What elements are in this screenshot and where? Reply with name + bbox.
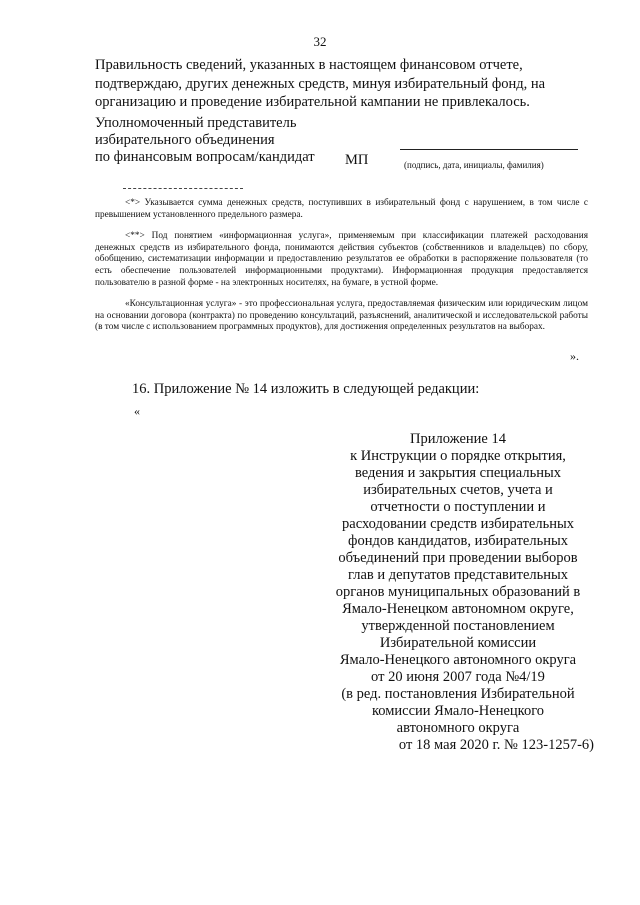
page-number: 32 (313, 34, 327, 49)
appendix-line: Ямало-Ненецкого автономного округа (339, 652, 577, 668)
footnotes (95, 198, 588, 341)
footnote-divider (123, 188, 243, 189)
appendix-line: Ямало-Ненецком автономном округе, (342, 601, 574, 617)
appendix-line: отчетности о поступлении и (370, 499, 546, 515)
appendix-line: глав и депутатов представительных (348, 567, 568, 583)
signature-caption: (подпись, дата, инициалы, фамилия) (404, 160, 544, 170)
appendix-line: (в ред. постановления Избирательной (341, 686, 575, 702)
footnote-1: <*> Указывается сумма денежных средств, поступивших в избирательный фонд с нарушением, в том числе с превышением установленного предельного размера. (95, 198, 588, 220)
representative-line: избирательного объединения (95, 132, 275, 148)
appendix-line: Приложение 14 (410, 431, 506, 447)
appendix-line: к Инструкции о порядке открытия, (350, 448, 566, 464)
appendix-line: автономного округа (396, 720, 520, 736)
closing-quote: ». (570, 349, 579, 363)
statement-line: организацию и проведение избирательной кампании не привлекалось. (95, 94, 530, 110)
appendix-line: органов муниципальных образований в (335, 584, 581, 600)
appendix-line: Избирательной комиссии (379, 635, 537, 651)
opening-quote: « (134, 404, 140, 418)
appendix-line: объединений при проведении выборов (338, 550, 578, 566)
seal-label: МП (345, 152, 369, 168)
appendix-line: утвержденной постановлением (361, 618, 555, 634)
statement-line: подтверждаю, других денежных средств, минуя избирательный фонд, на (95, 75, 546, 92)
confirmation-statement (95, 56, 588, 112)
item-16-heading: 16. Приложение № 14 изложить в следующей редакции: (132, 381, 480, 397)
appendix-line: от 20 июня 2007 года №4/19 (371, 669, 545, 685)
footnote-3: «Консультационная услуга» - это профессиональная услуга, предоставляемая физическим или юридическим лицом на основании договора (контракта) по проведению консультаций, разъяснений, аналитической и исследовательской работы (в том числе с использованием программных продуктов), для достижения определенных результатов на выборах. (95, 299, 588, 333)
signature-line (400, 149, 578, 150)
appendix-line: от 18 мая 2020 г. № 123-1257-6) (398, 737, 594, 753)
appendix-line: расходовании средств избирательных (342, 516, 574, 532)
appendix-header (320, 431, 596, 754)
appendix-line: комиссии Ямало-Ненецкого (371, 703, 545, 719)
appendix-line: фондов кандидатов, избирательных (348, 533, 568, 549)
statement-line: Правильность сведений, указанных в настоящем финансовом отчете, (95, 57, 523, 73)
representative-line: по финансовым вопросам/кандидат (95, 149, 315, 165)
appendix-line: ведения и закрытия специальных (355, 465, 561, 481)
footnote-2: <**> Под понятием «информационная услуга», применяемым при классификации платежей расходования денежных средств из избирательного фонда, понимаются действия субъектов (собственников и владельцев) по сбору, обобщению, систематизации информации и предоставлению результатов ее обработки в распоряжение пользователя (то есть обеспечение пользователей информационными продуктами). Информационная продукция предоставляется пользователю в разной форме - на электронных носителях, на бумаге, в устной форме. (95, 231, 588, 288)
appendix-line: избирательных счетов, учета и (363, 482, 553, 498)
representative-line: Уполномоченный представитель (95, 115, 297, 131)
